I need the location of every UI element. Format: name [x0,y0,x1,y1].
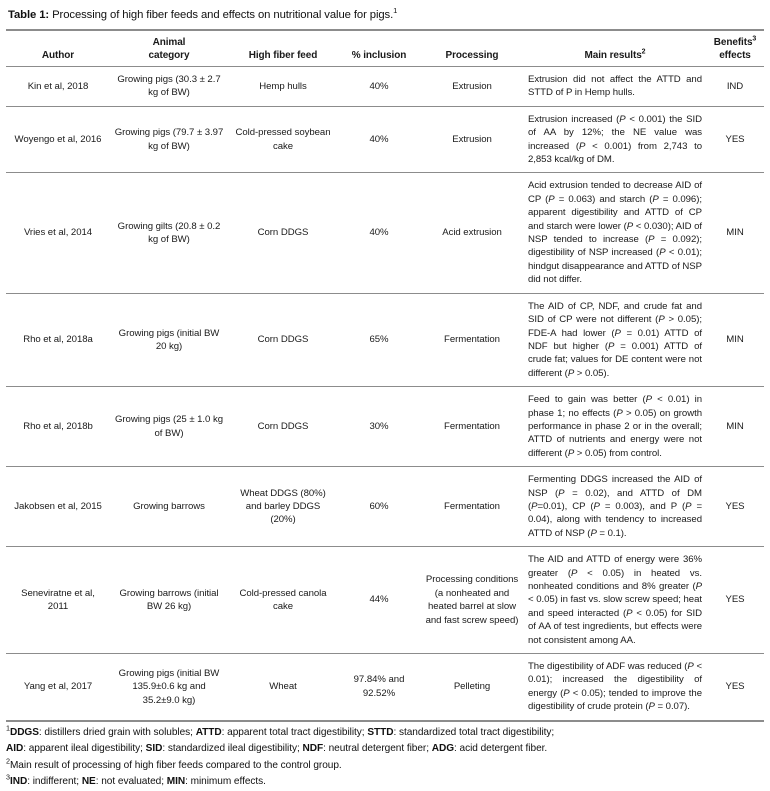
column-header-main-results-label: Main results [584,50,642,61]
caption-superscript: 1 [393,6,398,16]
cell-benefits-effects: YES [706,547,764,654]
cell-high-fiber-feed: Corn DDGS [228,293,338,386]
column-header-author [6,30,110,67]
footnote-marker: 3 [6,772,10,782]
cell-percent-inclusion: 65% [338,293,420,386]
table-row [6,467,764,547]
cell-main-results: Feed to gain was better (P < 0.01) in phase 1; no effects (P > 0.05) on growth performance in phase 2 or in the overall; ATTD of nutrients and energy were not different (P > 0.05) from control. [524,387,706,467]
cell-main-results: The digestibility of ADF was reduced (P < 0.01); increased the digestibility of energy (P < 0.05); tended to improve the digestibility of crude protein (P = 0.07). [524,654,706,721]
table-row [6,387,764,467]
caption-text: Processing of high fiber feeds and effects on nutritional value for pigs. [52,9,394,21]
column-header-benefits-effects-superscript: 3 [752,35,757,43]
cell-high-fiber-feed: Cold-pressed soybean cake [228,106,338,173]
column-header-percent-inclusion-label: % inclusion [351,50,407,61]
cell-animal-category: Growing pigs (25 ± 1.0 kg of BW) [110,387,228,467]
cell-processing: Extrusion [420,106,524,173]
table-body [6,67,764,721]
cell-processing: Extrusion [420,67,524,107]
footnote-line: $^1$DDGS: distillers dried grain with solubles; ATTD: apparent total tract digestibility; STTD: standardized total tract digestibility; [6,723,555,738]
column-header-animal-category [110,30,228,67]
cell-processing: Processing conditions (a nonheated and heated barrel at slow and fast screw speed) [420,547,524,654]
cell-high-fiber-feed: Wheat DDGS (80%) and barley DDGS (20%) [228,467,338,547]
cell-benefits-effects: MIN [706,387,764,467]
cell-high-fiber-feed: Corn DDGS [228,173,338,293]
cell-benefits-effects: MIN [706,173,764,293]
column-header-animal-category-label: Animal category [148,37,190,61]
cell-animal-category: Growing barrows [110,467,228,547]
cell-author: Rho et al, 2018b [6,387,110,467]
column-header-processing-label: Processing [445,50,499,61]
footnote-line: AID: apparent ileal digestibility; SID: standardized ileal digestibility; NDF: neutral detergent fiber; ADG: acid detergent fiber. [6,743,548,755]
table-header [6,30,764,67]
cell-benefits-effects: YES [706,467,764,547]
column-header-author-label: Author [41,50,75,61]
cell-processing: Fermentation [420,467,524,547]
cell-processing: Fermentation [420,387,524,467]
cell-animal-category: Growing pigs (initial BW 135.9±0.6 kg and 35.2±9.0 kg) [110,654,228,721]
cell-percent-inclusion: 60% [338,467,420,547]
cell-main-results: Acid extrusion tended to decrease AID of CP (P = 0.063) and starch (P = 0.096); apparent digestibility and ATTD of CP and starch were lower (P < 0.030); AID of NSP tended to increase (P = 0.092); digestibility of NSP increased (P < 0.01); hindgut disappearance and ATTD of NSP did not differ. [524,173,706,293]
cell-animal-category: Growing pigs (initial BW 20 kg) [110,293,228,386]
cell-percent-inclusion: 30% [338,387,420,467]
table-row [6,654,764,721]
cell-percent-inclusion: 40% [338,106,420,173]
cell-animal-category: Growing gilts (20.8 ± 0.2 kg of BW) [110,173,228,293]
cell-main-results: Fermenting DDGS increased the AID of NSP (P = 0.02), and ATTD of DM (P=0.01), CP (P = 0.003), and P (P = 0.04), along with tendency to increased ATTD of NSP (P = 0.1). [524,467,706,547]
caption-label: Table 1: [8,9,50,21]
cell-processing: Fermentation [420,293,524,386]
table-row [6,106,764,173]
cell-main-results: The AID of CP, NDF, and crude fat and SID of CP were not different (P > 0.05); FDE-A had lower (P = 0.01) ATTD of NDF but higher (P = 0.001) ATTD of crude fat; values for DE content were not different (P > 0.05). [524,293,706,386]
cell-animal-category: Growing barrows (initial BW 26 kg) [110,547,228,654]
cell-main-results: Extrusion increased (P < 0.001) the SID of AA by 12%; the NE value was increased (P < 0.001) from 2,743 to 2,853 kcal/kg of DM. [524,106,706,173]
cell-animal-category: Growing pigs (79.7 ± 3.97 kg of BW) [110,106,228,173]
table-footnotes [6,722,764,791]
cell-author: Jakobsen et al, 2015 [6,467,110,547]
table-row [6,293,764,386]
cell-benefits-effects: YES [706,654,764,721]
cell-high-fiber-feed: Corn DDGS [228,387,338,467]
column-header-main-results-superscript: 2 [641,48,646,56]
cell-high-fiber-feed: Cold-pressed canola cake [228,547,338,654]
column-header-high-fiber-feed [228,30,338,67]
cell-high-fiber-feed: Hemp hulls [228,67,338,107]
footnote-line: $^3$IND: indifferent; NE: not evaluated; MIN: minimum effects. [6,772,266,788]
cell-animal-category: Growing pigs (30.3 ± 2.7 kg of BW) [110,67,228,107]
cell-author: Seneviratne et al, 2011 [6,547,110,654]
cell-main-results: The AID and ATTD of energy were 36% greater (P < 0.05) in heated vs. nonheated conditions and 8% greater (P < 0.05) in fast vs. slow screw speed; heat and speed interacted (P < 0.05) for SID of AA of test ingredients, but effects were not consistent among AA. [524,547,706,654]
cell-benefits-effects: IND [706,67,764,107]
footnote-line: $^2$Main result of processing of high fiber feeds compared to the control group. [6,756,342,771]
footnote-marker: 2 [6,756,10,766]
table-row [6,547,764,654]
cell-benefits-effects: MIN [706,293,764,386]
footnote-marker: 1 [6,723,10,733]
column-header-main-results [524,30,706,67]
cell-author: Rho et al, 2018a [6,293,110,386]
column-header-percent-inclusion [338,30,420,67]
table-header-row [6,30,764,67]
cell-percent-inclusion: 40% [338,67,420,107]
table-row [6,67,764,107]
cell-author: Vries et al, 2014 [6,173,110,293]
cell-processing: Pelleting [420,654,524,721]
cell-main-results: Extrusion did not affect the ATTD and STTD of P in Hemp hulls. [524,67,706,107]
table-caption [6,6,764,29]
cell-author: Kin et al, 2018 [6,67,110,107]
cell-percent-inclusion: 40% [338,173,420,293]
column-header-benefits-effects: Benefits$^3$ effects [706,30,764,67]
cell-high-fiber-feed: Wheat [228,654,338,721]
column-header-high-fiber-feed-label: High fiber feed [248,50,318,61]
column-header-benefits-effects-label: Benefits [713,37,753,48]
cell-author: Woyengo et al, 2016 [6,106,110,173]
cell-processing: Acid extrusion [420,173,524,293]
column-header-processing [420,30,524,67]
table-row [6,173,764,293]
cell-percent-inclusion: 44% [338,547,420,654]
cell-author: Yang et al, 2017 [6,654,110,721]
data-table [6,29,764,722]
cell-percent-inclusion: 97.84% and 92.52% [338,654,420,721]
cell-benefits-effects: YES [706,106,764,173]
